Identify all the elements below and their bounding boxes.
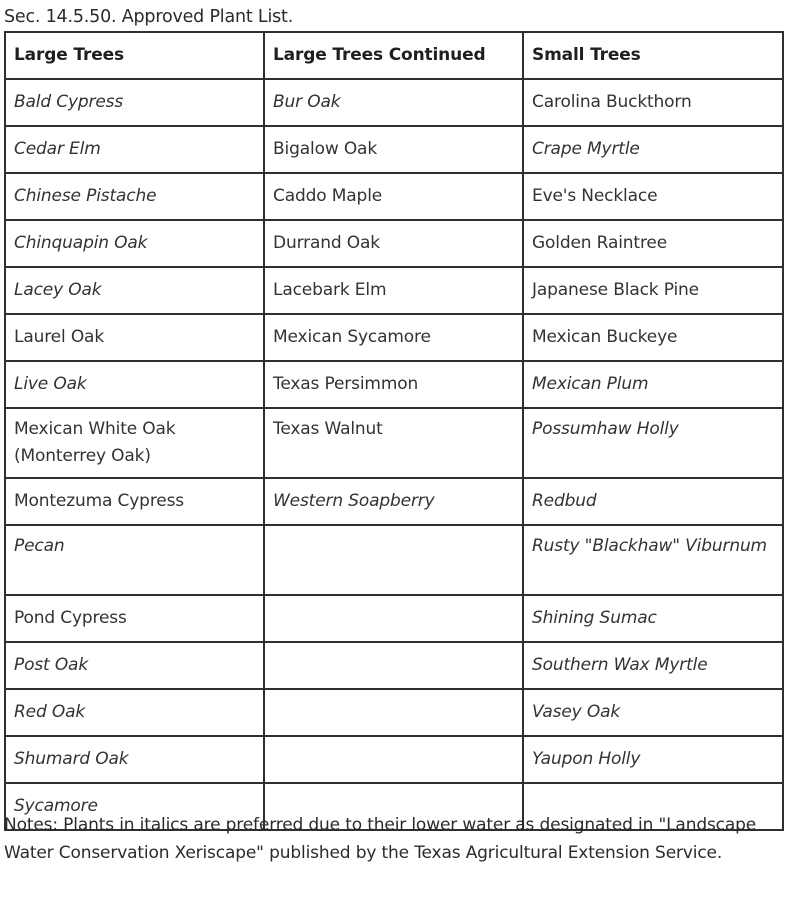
table-cell-large-trees-continued: Mexican Sycamore [264, 314, 523, 361]
table-row [5, 220, 783, 267]
table-row [5, 314, 783, 361]
table-cell-large-trees: Montezuma Cypress [5, 478, 264, 525]
table-row [5, 361, 783, 408]
table-cell-large-trees: Chinquapin Oak [5, 220, 264, 267]
table-cell-small-trees: Southern Wax Myrtle [523, 642, 783, 689]
table-cell-small-trees: Golden Raintree [523, 220, 783, 267]
table-cell-large-trees: Pecan [5, 525, 264, 595]
table-cell-small-trees: Japanese Black Pine [523, 267, 783, 314]
table-cell-large-trees-continued [264, 642, 523, 689]
table-cell-large-trees: Post Oak [5, 642, 264, 689]
table-cell-large-trees: Sycamore [5, 783, 264, 830]
table-cell-small-trees: Yaupon Holly [523, 736, 783, 783]
table-cell-large-trees-continued: Lacebark Elm [264, 267, 523, 314]
table-cell-small-trees: Eve's Necklace [523, 173, 783, 220]
column-header-small-trees: Small Trees [523, 32, 783, 79]
column-header-large-trees-continued: Large Trees Continued [264, 32, 523, 79]
approved-plant-table [4, 31, 784, 831]
section-title: Sec. 14.5.50. Approved Plant List. [4, 7, 294, 27]
table-cell-small-trees: Vasey Oak [523, 689, 783, 736]
table-cell-small-trees: Shining Sumac [523, 595, 783, 642]
table-header [5, 32, 783, 79]
table-row [5, 408, 783, 478]
table-cell-small-trees: Redbud [523, 478, 783, 525]
table-row [5, 595, 783, 642]
table-cell-large-trees: Shumard Oak [5, 736, 264, 783]
table-cell-large-trees: Red Oak [5, 689, 264, 736]
notes-paragraph: Notes: Plants in italics are preferred due to their lower water as designated in "Landscape Water Conservation Xeriscape" published by the Texas Agricultural Extension Service. [4, 815, 757, 863]
table-row [5, 79, 783, 126]
table-row [5, 478, 783, 525]
column-header-large-trees: Large Trees [5, 32, 264, 79]
table-cell-small-trees: Mexican Buckeye [523, 314, 783, 361]
table-cell-small-trees: Mexican Plum [523, 361, 783, 408]
table-cell-large-trees-continued: Texas Walnut [264, 408, 523, 478]
table-row [5, 173, 783, 220]
table-row [5, 525, 783, 595]
table-cell-large-trees-continued: Bur Oak [264, 79, 523, 126]
table-cell-large-trees-continued [264, 689, 523, 736]
table-cell-large-trees-continued [264, 736, 523, 783]
table-cell-large-trees-continued: Durrand Oak [264, 220, 523, 267]
table-row [5, 126, 783, 173]
table-cell-large-trees-continued: Texas Persimmon [264, 361, 523, 408]
table-cell-small-trees: Possumhaw Holly [523, 408, 783, 478]
table-cell-large-trees-continued [264, 595, 523, 642]
table-cell-large-trees: Mexican White Oak (Monterrey Oak) [5, 408, 264, 478]
table-cell-large-trees-continued [264, 525, 523, 595]
table-cell-large-trees: Cedar Elm [5, 126, 264, 173]
table-cell-large-trees: Chinese Pistache [5, 173, 264, 220]
table-row [5, 642, 783, 689]
table-cell-large-trees-continued: Caddo Maple [264, 173, 523, 220]
table-cell-small-trees: Crape Myrtle [523, 126, 783, 173]
table-cell-small-trees: Carolina Buckthorn [523, 79, 783, 126]
table-row [5, 267, 783, 314]
table-row [5, 736, 783, 783]
table-cell-large-trees: Lacey Oak [5, 267, 264, 314]
table-header-row [5, 32, 783, 79]
table-cell-large-trees: Laurel Oak [5, 314, 264, 361]
table-cell-small-trees: Rusty "Blackhaw" Viburnum [523, 525, 783, 595]
table-cell-large-trees-continued: Bigalow Oak [264, 126, 523, 173]
table-cell-large-trees-continued: Western Soapberry [264, 478, 523, 525]
table-row [5, 689, 783, 736]
table-cell-large-trees: Live Oak [5, 361, 264, 408]
table-body [5, 79, 783, 830]
table-cell-large-trees: Pond Cypress [5, 595, 264, 642]
table-cell-large-trees: Bald Cypress [5, 79, 264, 126]
